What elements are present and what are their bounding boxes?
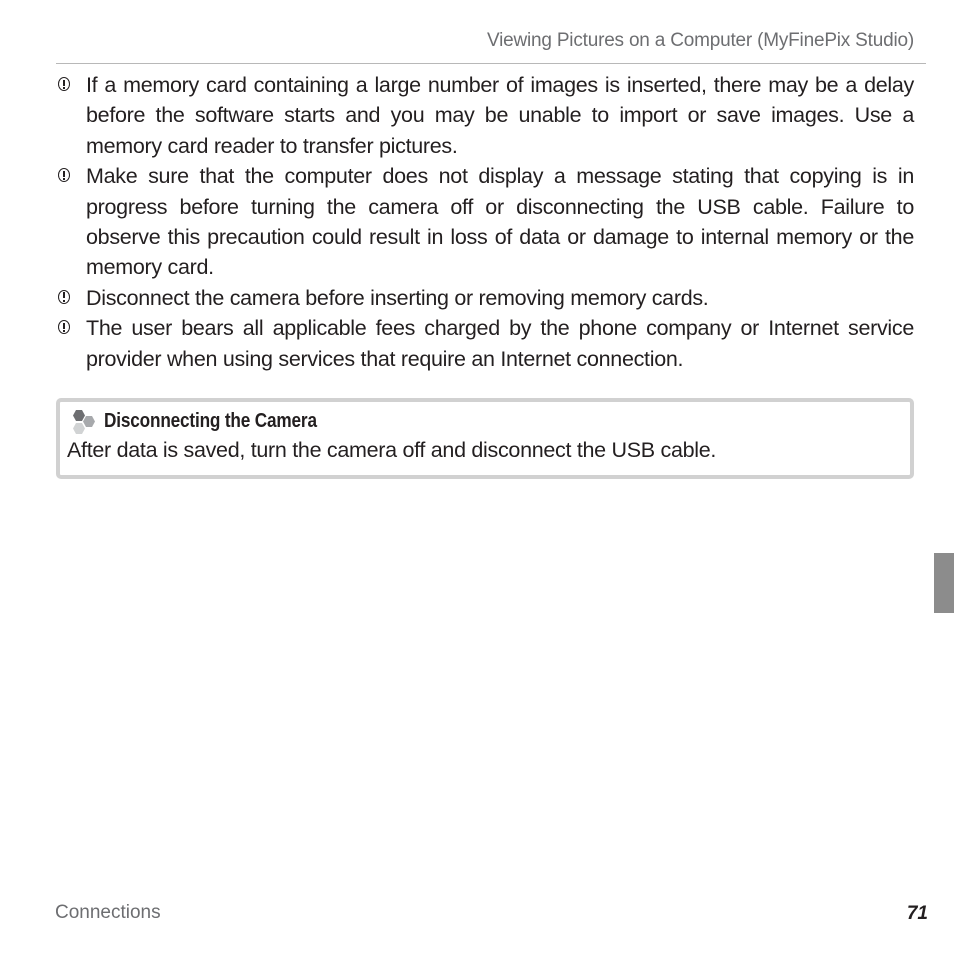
caution-note <box>56 313 914 374</box>
caution-note <box>56 283 914 313</box>
tip-box <box>56 398 914 479</box>
page-number: 71 <box>906 903 928 924</box>
caution-note-text: Make sure that the computer does not display a message stating that copying is in progress before turning the camera off or disconnecting the USB cable. Failure to observe this precaution could result in loss of data or damage to internal memory or the memory card. <box>86 164 914 280</box>
caution-icon <box>58 77 70 91</box>
header-divider <box>56 63 926 64</box>
section-thumb-tab <box>934 553 954 613</box>
caution-notes-list <box>56 70 914 374</box>
footer-section-name: Connections <box>55 902 161 923</box>
caution-note <box>56 161 914 283</box>
caution-note-text: The user bears all applicable fees charged by the phone company or Internet service provider when using services that require an Internet connection. <box>86 316 914 371</box>
hexagon-tips-icon <box>68 409 98 437</box>
caution-note-text: Disconnect the camera before inserting or removing memory cards. <box>86 285 709 310</box>
caution-icon <box>58 168 70 182</box>
caution-note-text: If a memory card containing a large number of images is inserted, there may be a delay before the software starts and you may be unable to import or save images. Use a memory card reader to transfer pictures. <box>86 73 914 158</box>
tip-body: After data is saved, turn the camera off and disconnect the USB cable. <box>67 438 717 462</box>
running-header: Viewing Pictures on a Computer (MyFinePix Studio) <box>486 30 914 51</box>
caution-icon <box>58 290 70 304</box>
caution-note <box>56 70 914 161</box>
tip-title: Disconnecting the Camera <box>104 410 317 432</box>
caution-icon <box>58 320 70 334</box>
